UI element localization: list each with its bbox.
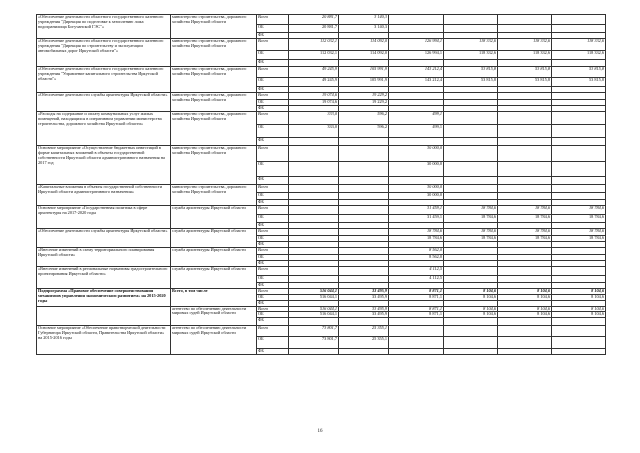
amount-cell: 8 104,6 — [498, 288, 552, 294]
amount-cell — [444, 124, 498, 137]
funding-source-cell: ОБ — [257, 294, 289, 300]
funding-source-cell: ОБ — [257, 192, 289, 199]
funding-source-cell: ФБ — [257, 105, 289, 111]
funding-source-cell: Всего — [257, 38, 289, 50]
amount-cell — [339, 137, 389, 145]
amount-cell: 126 994,1 — [389, 50, 444, 59]
executor-cell: служба архитектуры Иркутской области — [171, 266, 257, 288]
amount-cell: 118 332,6 — [444, 50, 498, 59]
amount-cell: 8 871,1 — [389, 312, 444, 318]
amount-cell: 19 229,2 — [339, 92, 389, 99]
funding-source-cell: ФБ — [257, 318, 289, 326]
amount-cell — [552, 266, 606, 275]
measure-name-cell: Основное мероприятие «Государственная политика в сфере архитектуры на 2017-2020 годы — [37, 205, 171, 228]
table-row — [37, 92, 606, 99]
amount-cell: 8 562,0 — [389, 254, 444, 260]
table-row — [37, 66, 606, 77]
amount-cell: 53 815,8 — [444, 77, 498, 86]
funding-source-cell: Всего — [257, 92, 289, 99]
executor-cell: служба архитектуры Иркутской области — [171, 228, 257, 247]
amount-cell: 30 000,0 — [389, 184, 444, 192]
amount-cell — [389, 92, 444, 99]
amount-cell: 18 784,6 — [552, 235, 606, 241]
amount-cell: 53 815,8 — [498, 77, 552, 86]
amount-cell: 8 104,6 — [444, 306, 498, 312]
amount-cell — [498, 275, 552, 282]
funding-source-cell: ФБ — [257, 241, 289, 247]
amount-cell: 20 881,7 — [289, 25, 339, 33]
table-row — [37, 228, 606, 235]
amount-cell — [289, 145, 339, 161]
amount-cell — [444, 184, 498, 192]
amount-cell — [389, 337, 444, 349]
amount-cell — [289, 137, 339, 145]
amount-cell — [444, 25, 498, 33]
amount-cell: 18 784,6 — [389, 235, 444, 241]
amount-cell — [498, 145, 552, 161]
executor-cell: министерство строительства, дорожного хозяйства Иркутской области — [171, 66, 257, 92]
amount-cell: 31 459,1 — [389, 205, 444, 214]
amount-cell: 73 801,7 — [289, 326, 339, 337]
executor-cell: министерство строительства, дорожного хозяйства Иркутской области — [171, 145, 257, 184]
amount-cell — [498, 318, 552, 326]
amount-cell: 499,1 — [389, 124, 444, 137]
amount-cell — [552, 161, 606, 176]
table-row — [37, 15, 606, 25]
executor-cell: министерство строительства, дорожного хозяйства Иркутской области — [171, 92, 257, 111]
amount-cell: 8 104,6 — [552, 294, 606, 300]
amount-cell — [552, 192, 606, 199]
amount-cell: 118 332,6 — [552, 38, 606, 50]
amount-cell: 33 495,9 — [339, 306, 389, 312]
amount-cell — [498, 111, 552, 124]
amount-cell: 118 332,6 — [444, 38, 498, 50]
funding-source-cell: ОБ — [257, 25, 289, 33]
amount-cell — [339, 247, 389, 254]
amount-cell: 126 994,1 — [389, 38, 444, 50]
funding-source-cell: ФБ — [257, 260, 289, 266]
amount-cell: 18 784,6 — [552, 205, 606, 214]
amount-cell — [289, 184, 339, 192]
amount-cell — [498, 92, 552, 99]
amount-cell: 8 104,6 — [444, 312, 498, 318]
amount-cell: 33 495,9 — [339, 294, 389, 300]
amount-cell — [552, 59, 606, 66]
amount-cell: 4 112,5 — [389, 275, 444, 282]
amount-cell: 8 104,6 — [498, 306, 552, 312]
funding-source-cell: Всего — [257, 15, 289, 25]
funding-source-cell: ФБ — [257, 199, 289, 205]
amount-cell — [498, 25, 552, 33]
amount-cell: 8 871,1 — [389, 294, 444, 300]
amount-cell — [444, 247, 498, 254]
executor-cell: министерство строительства, дорожного хозяйства Иркутской области — [171, 38, 257, 66]
table-row — [37, 205, 606, 214]
executor-cell: министерство строительства, дорожного хозяйства Иркутской области — [171, 15, 257, 39]
amount-cell — [389, 349, 444, 355]
amount-cell: 30 000,0 — [389, 145, 444, 161]
amount-cell — [552, 275, 606, 282]
amount-cell — [552, 247, 606, 254]
amount-cell — [339, 205, 389, 214]
amount-cell — [552, 124, 606, 137]
amount-cell — [552, 145, 606, 161]
funding-source-cell: ФБ — [257, 176, 289, 184]
measure-name-cell — [37, 306, 171, 326]
measure-name-cell: «Обеспечение деятельности областного государственного казенного учреждения "Дирекция по строительству и эксплуатации автомобильных дорог Иркутской области"» — [37, 38, 171, 66]
amount-cell: 25 355,1 — [339, 326, 389, 337]
amount-cell: 516 044,1 — [289, 294, 339, 300]
amount-cell: 33 495,9 — [339, 288, 389, 294]
amount-cell: 143 212,4 — [389, 77, 444, 86]
funding-source-cell: ФБ — [257, 33, 289, 39]
amount-cell: 8 104,6 — [444, 294, 498, 300]
amount-cell — [498, 349, 552, 355]
amount-cell: 19 229,2 — [339, 99, 389, 105]
amount-cell: 30 000,0 — [389, 161, 444, 176]
amount-cell: 53 815,8 — [552, 77, 606, 86]
executor-cell: агентство по обеспечению деятельности мировых судей Иркутской области — [171, 306, 257, 326]
funding-source-cell: ФБ — [257, 282, 289, 288]
amount-cell: 105 991,9 — [339, 77, 389, 86]
amount-cell: 8 104,6 — [552, 288, 606, 294]
amount-cell — [444, 275, 498, 282]
funding-source-cell: Всего — [257, 247, 289, 254]
amount-cell — [498, 161, 552, 176]
funding-source-cell: ФБ — [257, 59, 289, 66]
amount-cell — [339, 275, 389, 282]
amount-cell — [389, 326, 444, 337]
funding-source-cell: ОБ — [257, 254, 289, 260]
amount-cell: 18 784,6 — [444, 214, 498, 222]
executor-cell: служба архитектуры Иркутской области — [171, 205, 257, 228]
funding-source-cell: Всего — [257, 66, 289, 77]
executor-cell: служба архитектуры Иркутской области — [171, 247, 257, 266]
amount-cell — [444, 326, 498, 337]
amount-cell: 8 104,6 — [498, 312, 552, 318]
amount-cell: 8 104,6 — [552, 312, 606, 318]
amount-cell — [552, 326, 606, 337]
amount-cell — [289, 192, 339, 199]
amount-cell: 18 784,6 — [389, 228, 444, 235]
amount-cell: 118 332,6 — [498, 38, 552, 50]
table-row — [37, 266, 606, 275]
amount-cell: 18 784,6 — [498, 228, 552, 235]
executor-cell: агентство по обеспечению деятельности мировых судей Иркутской области — [171, 326, 257, 355]
measure-name-cell: «Расходы на содержание и оплату коммунальных услуг жилых помещений, находящихся в оперативном управлении министерства строительства, дорожного хозяйства Иркутской области» — [37, 111, 171, 145]
amount-cell — [339, 349, 389, 355]
amount-cell — [339, 266, 389, 275]
amount-cell: 18 784,6 — [552, 214, 606, 222]
amount-cell: 18 784,6 — [444, 235, 498, 241]
amount-cell — [498, 137, 552, 145]
amount-cell: 112 032,1 — [289, 38, 339, 50]
amount-cell — [389, 25, 444, 33]
amount-cell: 19 074,6 — [289, 99, 339, 105]
amount-cell — [289, 161, 339, 176]
amount-cell — [339, 318, 389, 326]
table-row — [37, 247, 606, 254]
amount-cell — [339, 161, 389, 176]
amount-cell — [444, 111, 498, 124]
amount-cell: 4 112,5 — [389, 266, 444, 275]
amount-cell: 333,0 — [289, 124, 339, 137]
amount-cell — [498, 176, 552, 184]
measure-name-cell: «Обеспечение деятельности областного государственного казенного учреждения "Управление капитального строительства Иркутской области"» — [37, 66, 171, 92]
amount-cell — [552, 184, 606, 192]
amount-cell — [552, 15, 606, 25]
amount-cell — [498, 326, 552, 337]
amount-cell — [289, 228, 339, 235]
budget-table-body — [37, 15, 606, 355]
amount-cell: 114 092,0 — [339, 50, 389, 59]
amount-cell — [552, 337, 606, 349]
amount-cell: 8 104,6 — [498, 294, 552, 300]
amount-cell: 18 784,6 — [552, 228, 606, 235]
amount-cell: 18 784,6 — [444, 205, 498, 214]
amount-cell — [552, 25, 606, 33]
table-row — [37, 184, 606, 192]
amount-cell — [289, 59, 339, 66]
funding-source-cell: ФБ — [257, 222, 289, 228]
funding-source-cell: ОБ — [257, 214, 289, 222]
measure-name-cell: Основное мероприятие «Обеспечение правотворческой деятельности Губернатора Иркутской области, Правительства Иркутской области» на 2015-2016 годы — [37, 326, 171, 355]
amount-cell: 18 784,6 — [444, 228, 498, 235]
measure-name-cell: Подпрограмма «Правовое обеспечение совершенствования механизмов управления экономическим развитием» на 2015-2020 годы — [37, 288, 171, 306]
amount-cell — [552, 318, 606, 326]
funding-source-cell: Всего — [257, 266, 289, 275]
funding-source-cell: Всего — [257, 205, 289, 214]
amount-cell — [339, 192, 389, 199]
budget-table — [36, 14, 606, 355]
amount-cell — [289, 205, 339, 214]
amount-cell: 499,1 — [389, 111, 444, 124]
amount-cell — [444, 92, 498, 99]
amount-cell: 516 044,1 — [289, 306, 339, 312]
amount-cell — [339, 228, 389, 235]
amount-cell: 143 212,4 — [389, 66, 444, 77]
funding-source-cell: Всего — [257, 326, 289, 337]
table-row — [37, 38, 606, 50]
funding-source-cell: Всего — [257, 306, 289, 312]
amount-cell — [444, 137, 498, 145]
funding-source-cell: ФБ — [257, 137, 289, 145]
funding-source-cell: Всего — [257, 184, 289, 192]
amount-cell: 114 092,0 — [339, 38, 389, 50]
measure-name-cell: «Обеспечение деятельности службы архитектуры Иркутской области» — [37, 228, 171, 247]
amount-cell — [444, 192, 498, 199]
amount-cell — [444, 161, 498, 176]
funding-source-cell: ОБ — [257, 99, 289, 105]
funding-source-cell: ОБ — [257, 337, 289, 349]
amount-cell — [498, 266, 552, 275]
amount-cell: 18 784,6 — [498, 214, 552, 222]
amount-cell: 333,0 — [289, 111, 339, 124]
amount-cell — [389, 15, 444, 25]
amount-cell: 8 871,1 — [389, 306, 444, 312]
amount-cell: 596,2 — [339, 111, 389, 124]
measure-name-cell: «Обеспечение деятельности областного государственного казенного учреждения "Дирекция по подготовке к затоплению ложа водохранилища Богучанской ГЭС"» — [37, 15, 171, 39]
table-row — [37, 145, 606, 161]
executor-cell: министерство строительства, дорожного хозяйства Иркутской области — [171, 184, 257, 205]
amount-cell: 118 332,6 — [498, 50, 552, 59]
funding-source-cell: ФБ — [257, 349, 289, 355]
funding-source-cell: ОБ — [257, 77, 289, 86]
amount-cell: 19 074,6 — [289, 92, 339, 99]
table-row — [37, 111, 606, 124]
amount-cell: 516 044,1 — [289, 312, 339, 318]
amount-cell: 8 104,6 — [552, 306, 606, 312]
amount-cell: 31 459,1 — [389, 214, 444, 222]
amount-cell — [339, 214, 389, 222]
amount-cell: 118 332,6 — [552, 50, 606, 59]
amount-cell — [552, 92, 606, 99]
amount-cell — [444, 59, 498, 66]
amount-cell: 3 140,3 — [339, 25, 389, 33]
amount-cell — [444, 318, 498, 326]
executor-cell: министерство строительства, дорожного хозяйства Иркутской области — [171, 111, 257, 145]
amount-cell: 73 801,7 — [289, 337, 339, 349]
funding-source-cell: Всего — [257, 111, 289, 124]
amount-cell: 30 000,0 — [389, 192, 444, 199]
amount-cell — [552, 176, 606, 184]
amount-cell: 8 871,1 — [389, 288, 444, 294]
amount-cell — [498, 15, 552, 25]
amount-cell — [389, 59, 444, 66]
amount-cell — [444, 266, 498, 275]
amount-cell — [444, 15, 498, 25]
amount-cell — [389, 318, 444, 326]
funding-source-cell: ОБ — [257, 161, 289, 176]
amount-cell — [289, 266, 339, 275]
funding-source-cell: ОБ — [257, 50, 289, 59]
amount-cell — [498, 59, 552, 66]
amount-cell: 8 562,0 — [389, 247, 444, 254]
amount-cell — [498, 184, 552, 192]
amount-cell: 53 815,8 — [552, 66, 606, 77]
amount-cell — [498, 247, 552, 254]
amount-cell — [444, 349, 498, 355]
amount-cell — [289, 318, 339, 326]
page-number: 16 — [317, 429, 323, 434]
funding-source-cell: ФБ — [257, 86, 289, 92]
amount-cell: 596,2 — [339, 124, 389, 137]
funding-source-cell: ОБ — [257, 275, 289, 282]
funding-source-cell: Всего — [257, 228, 289, 235]
funding-source-cell: ОБ — [257, 312, 289, 318]
amount-cell — [552, 137, 606, 145]
amount-cell: 18 784,6 — [498, 235, 552, 241]
amount-cell — [289, 275, 339, 282]
amount-cell: 105 991,9 — [339, 66, 389, 77]
amount-cell — [339, 176, 389, 184]
amount-cell — [444, 337, 498, 349]
amount-cell — [339, 184, 389, 192]
amount-cell: 3 140,3 — [339, 15, 389, 25]
amount-cell: 53 815,8 — [444, 66, 498, 77]
amount-cell — [389, 137, 444, 145]
amount-cell: 53 815,8 — [498, 66, 552, 77]
measure-name-cell: «Внесение изменений в региональные нормативы градостроительного проектирования Иркутской области» — [37, 266, 171, 288]
amount-cell: 25 355,1 — [339, 337, 389, 349]
amount-cell: 112 032,1 — [289, 50, 339, 59]
measure-name-cell: Основное мероприятие «Осуществление бюджетных инвестиций в форме капитальных вложений в объекты государственной собственности Иркутской области административного назначения на 2017 год — [37, 145, 171, 184]
funding-source-cell: Всего — [257, 145, 289, 161]
amount-cell — [552, 111, 606, 124]
amount-cell: 516 044,1 — [289, 288, 339, 294]
funding-source-cell: ФБ — [257, 300, 289, 306]
funding-source-cell: ОБ — [257, 235, 289, 241]
funding-source-cell: Всего — [257, 288, 289, 294]
amount-cell — [444, 176, 498, 184]
amount-cell — [339, 145, 389, 161]
executor-cell: Всего, в том числе — [171, 288, 257, 306]
measure-name-cell: «Капитальные вложения в объекты государственной собственности Иркутской области административного назначения» — [37, 184, 171, 205]
amount-cell — [289, 247, 339, 254]
measure-name-cell: «Внесение изменений в схему территориального планирования Иркутской области» — [37, 247, 171, 266]
measure-name-cell: «Обеспечение деятельности службы архитектуры Иркутской области» — [37, 92, 171, 111]
amount-cell: 8 104,6 — [444, 288, 498, 294]
amount-cell — [498, 192, 552, 199]
amount-cell — [389, 176, 444, 184]
amount-cell: 20 881,7 — [289, 15, 339, 25]
amount-cell — [289, 176, 339, 184]
amount-cell — [498, 337, 552, 349]
table-row — [37, 326, 606, 337]
amount-cell — [498, 124, 552, 137]
amount-cell: 49 245,9 — [289, 77, 339, 86]
amount-cell — [552, 349, 606, 355]
amount-cell: 33 495,9 — [339, 312, 389, 318]
amount-cell: 49 245,9 — [289, 66, 339, 77]
amount-cell: 18 784,6 — [498, 205, 552, 214]
amount-cell — [339, 59, 389, 66]
funding-source-cell: ОБ — [257, 124, 289, 137]
amount-cell — [289, 214, 339, 222]
amount-cell — [289, 349, 339, 355]
amount-cell — [444, 145, 498, 161]
